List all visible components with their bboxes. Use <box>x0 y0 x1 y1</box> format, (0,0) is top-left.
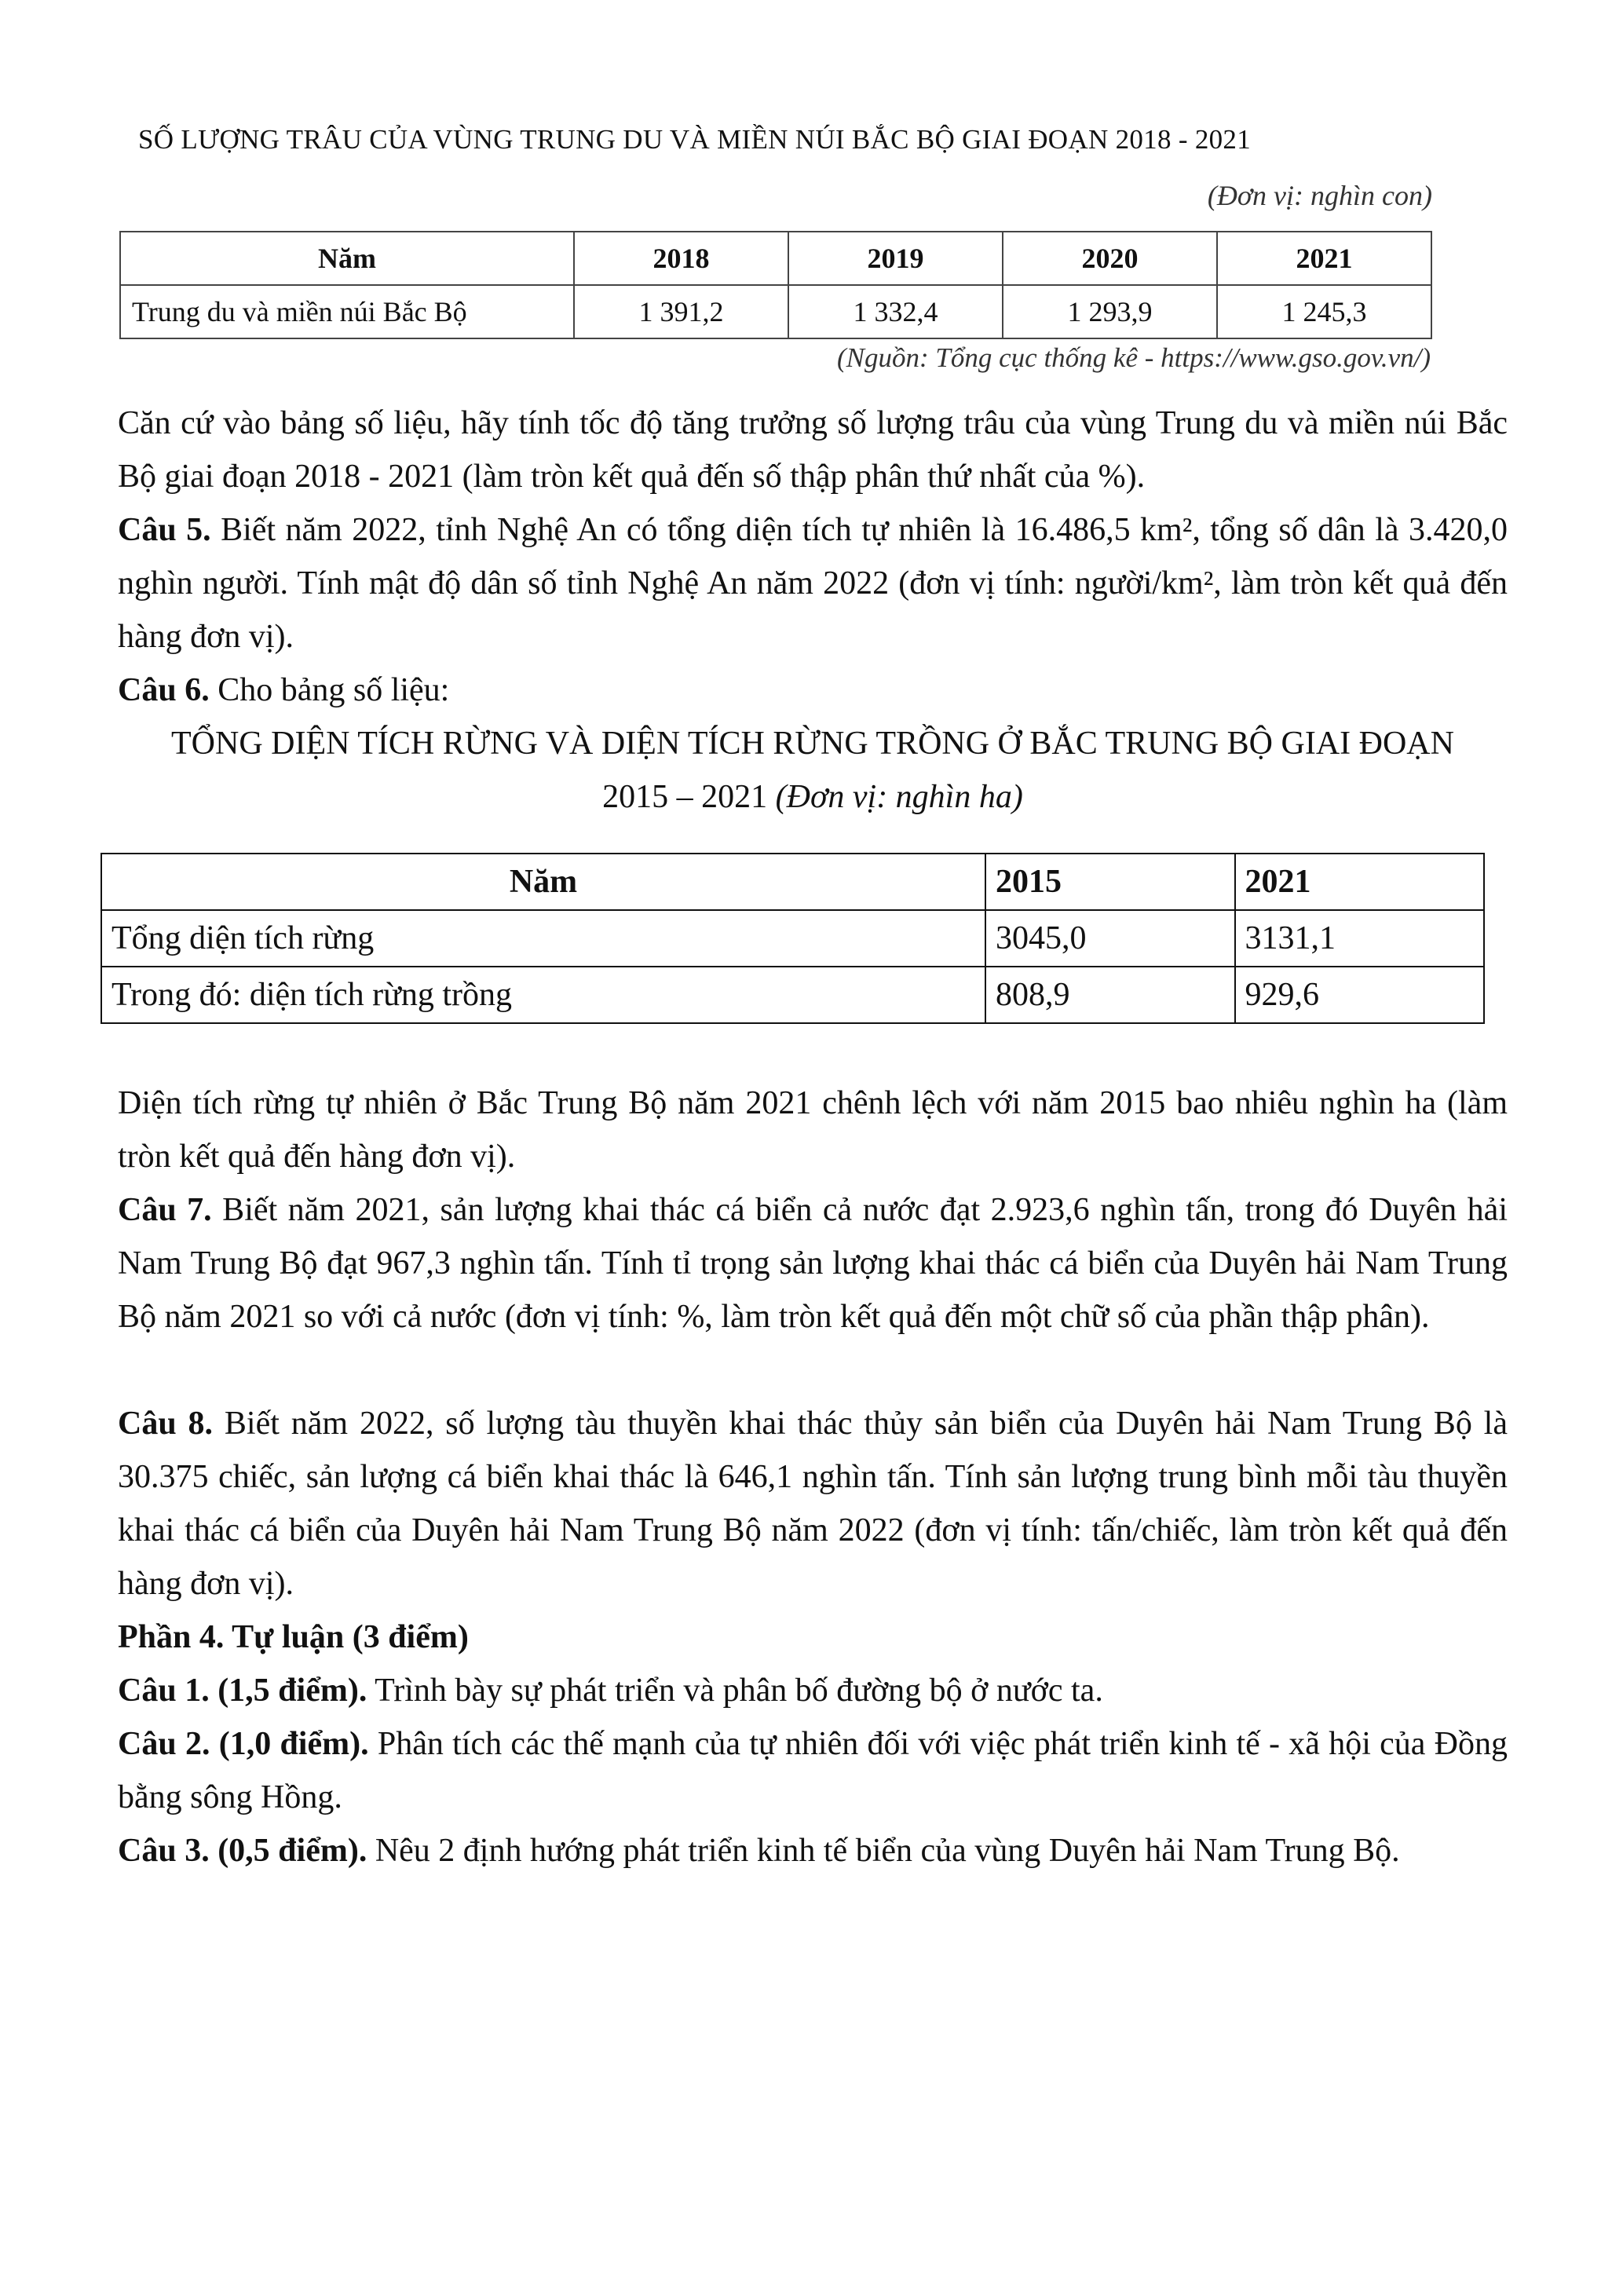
table-header-cell: 2021 <box>1235 854 1485 910</box>
forest-table <box>101 853 1485 1024</box>
part4-item-label: Câu 1. (1,5 điểm). <box>118 1673 367 1709</box>
table-row <box>101 967 1484 1023</box>
table-header-row <box>101 854 1484 910</box>
buffalo-table <box>119 231 1432 339</box>
part4-item-label: Câu 2. (1,0 điểm). <box>118 1726 369 1762</box>
part4-item <box>118 1824 1508 1877</box>
table-cell: Trung du và miền núi Bắc Bộ <box>120 285 574 338</box>
table-cell: 1 245,3 <box>1217 285 1431 338</box>
part4-heading: Phần 4. Tự luận (3 điểm) <box>118 1619 469 1655</box>
table-cell: Tổng diện tích rừng <box>101 910 985 967</box>
q7-label: Câu 7. <box>118 1192 212 1228</box>
q8-paragraph <box>118 1397 1508 1610</box>
q6-paragraph <box>118 664 1508 717</box>
q6-label: Câu 6. <box>118 672 210 708</box>
q7-paragraph <box>118 1183 1508 1344</box>
table-header-cell: Năm <box>120 232 574 285</box>
q6-question: Diện tích rừng tự nhiên ở Bắc Trung Bộ năm 2021 chênh lệch với năm 2015 bao nhiêu nghìn ha (làm tròn kết quả đến hàng đơn vị). <box>118 1085 1508 1175</box>
table-header-cell: 2019 <box>788 232 1003 285</box>
q5-label: Câu 5. <box>118 512 211 548</box>
table-header-cell: Năm <box>101 854 985 910</box>
table-header-cell: 2018 <box>574 232 788 285</box>
table-cell: 929,6 <box>1235 967 1485 1023</box>
part4-item-text: Trình bày sự phát triển và phân bố đường bộ ở nước ta. <box>367 1673 1103 1709</box>
table-header-cell: 2020 <box>1003 232 1217 285</box>
part4-item <box>118 1717 1508 1824</box>
table1-title: SỐ LƯỢNG TRÂU CỦA VÙNG TRUNG DU VÀ MIỀN NÚI BẮC BỘ GIAI ĐOẠN 2018 - 2021 <box>138 124 1252 155</box>
table-cell: 3045,0 <box>985 910 1235 967</box>
table-cell: 3131,1 <box>1235 910 1485 967</box>
table-header-row <box>120 232 1431 285</box>
part4-item <box>118 1664 1508 1717</box>
part4-item-text: Phân tích các thế mạnh của tự nhiên đối với việc phát triển kinh tế - xã hội của Đồng bằng sông Hồng. <box>118 1726 1508 1815</box>
table1-unit: (Đơn vị: nghìn con) <box>1207 180 1432 211</box>
table2-unit: (Đơn vị: nghìn ha) <box>775 779 1023 815</box>
q7-text: Biết năm 2021, sản lượng khai thác cá biển cả nước đạt 2.923,6 nghìn tấn, trong đó Duyên hải Nam Trung Bộ đạt 967,3 nghìn tấn. Tính tỉ trọng sản lượng khai thác cá biển của Duyên hải Nam Trung Bộ năm 2021 so với cả nước (đơn vị tính: %, làm tròn kết quả đến một chữ số của phần thập phân). <box>118 1192 1508 1335</box>
table-cell: 1 332,4 <box>788 285 1003 338</box>
table-header-cell: 2021 <box>1217 232 1431 285</box>
table-row <box>101 910 1484 967</box>
q4-paragraph: Căn cứ vào bảng số liệu, hãy tính tốc độ tăng trưởng số lượng trâu của vùng Trung du và miền núi Bắc Bộ giai đoạn 2018 - 2021 (làm tròn kết quả đến số thập phân thứ nhất của %). <box>118 405 1508 495</box>
q5-text: Biết năm 2022, tỉnh Nghệ An có tổng diện tích tự nhiên là 16.486,5 km², tổng số dân là 3.420,0 nghìn người. Tính mật độ dân số tỉnh Nghệ An năm 2022 (đơn vị tính: người/km², làm tròn kết quả đến hàng đơn vị). <box>118 512 1508 655</box>
table-cell: 808,9 <box>985 967 1235 1023</box>
table2-period: 2015 – 2021 <box>602 779 768 815</box>
q8-label: Câu 8. <box>118 1406 214 1442</box>
part4-item-text: Nêu 2 định hướng phát triển kinh tế biển của vùng Duyên hải Nam Trung Bộ. <box>367 1833 1400 1869</box>
table-cell: Trong đó: diện tích rừng trồng <box>101 967 985 1023</box>
q8-text: Biết năm 2022, số lượng tàu thuyền khai thác thủy sản biển của Duyên hải Nam Trung Bộ là 30.375 chiếc, sản lượng cá biển khai thác là 646,1 nghìn tấn. Tính sản lượng trung bình mỗi tàu thuyền khai thác cá biển của Duyên hải Nam Trung Bộ năm 2022 (đơn vị tính: tấn/chiếc, làm tròn kết quả đến hàng đơn vị). <box>118 1406 1508 1602</box>
table-header-cell: 2015 <box>985 854 1235 910</box>
table2-title: TỔNG DIỆN TÍCH RỪNG VÀ DIỆN TÍCH RỪNG TRỒNG Ở BẮC TRUNG BỘ GIAI ĐOẠN <box>171 726 1454 762</box>
table-row <box>120 285 1431 338</box>
q5-paragraph <box>118 503 1508 664</box>
table2-subtitle <box>118 770 1508 824</box>
table1-source: (Nguồn: Tổng cục thống kê - https://www.gso.gov.vn/) <box>837 342 1431 373</box>
q6-text: Cho bảng số liệu: <box>209 672 450 708</box>
part4-item-label: Câu 3. (0,5 điểm). <box>118 1833 367 1869</box>
table-cell: 1 391,2 <box>574 285 788 338</box>
table-cell: 1 293,9 <box>1003 285 1217 338</box>
